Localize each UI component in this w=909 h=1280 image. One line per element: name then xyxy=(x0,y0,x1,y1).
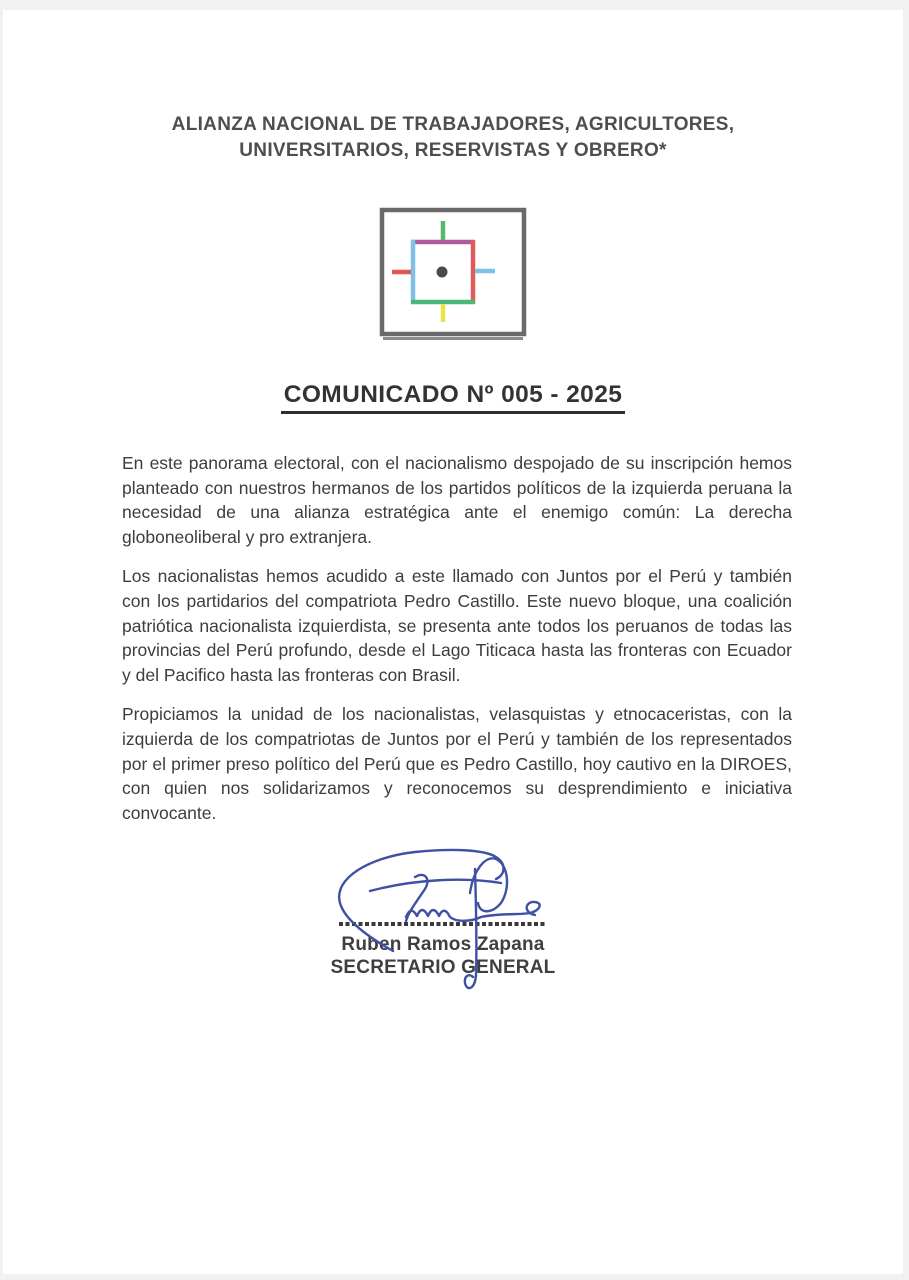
org-name-line2: UNIVERSITARIOS, RESERVISTAS Y OBRERO* xyxy=(239,140,667,161)
body-paragraph: En este panorama electoral, con el nacionalismo despojado de su inscripción hemos planteado con nuestros hermanos de los partidos políticos de la izquierda peruana la necesidad de una alianza estratégica ante el enemigo común: La derecha globoneoliberal y pro extranjera. xyxy=(122,453,792,547)
signature-dashed-line xyxy=(339,922,547,926)
document-page xyxy=(3,10,903,1274)
logo-shadow-line xyxy=(383,337,523,340)
party-emblem-icon xyxy=(379,207,527,343)
signatory-role: SECRETARIO GENERAL xyxy=(330,956,556,978)
org-name xyxy=(3,112,903,164)
communique-title: COMUNICADO Nº 005 - 2025 xyxy=(281,381,626,414)
party-emblem-logo xyxy=(379,207,527,343)
handwritten-signature xyxy=(315,843,645,1013)
body-paragraph: Propiciamos la unidad de los nacionalistas, velasquistas y etnocaceristas, con la izquierda de los compatriotas de Juntos por el Perú y también de los representados por el primer preso político del Perú que es Pedro Castillo, hoy cautivo en la DIROES, con quien nos solidarizamos y reconocemos su desprendimiento e iniciativa convocante. xyxy=(122,704,792,823)
body-paragraph: Los nacionalistas hemos acudido a este llamado con Juntos por el Perú y también con los partidarios del compatriota Pedro Castillo. Este nuevo bloque, una coalición patriótica nacionalista izquierdista, se presenta ante todos los peruanos de todas las provincias del Perú profundo, desde el Lago Titicaca hasta las fronteras con Ecuador y del Pacifico hasta las fronteras con Brasil. xyxy=(122,566,792,685)
signature-block xyxy=(3,843,903,1033)
logo-center-dot xyxy=(437,267,448,278)
org-name-line1: ALIANZA NACIONAL DE TRABAJADORES, AGRICULTORES, xyxy=(171,114,735,135)
signatory-name: Ruben Ramos Zapana xyxy=(341,934,545,955)
document-body xyxy=(122,451,792,840)
